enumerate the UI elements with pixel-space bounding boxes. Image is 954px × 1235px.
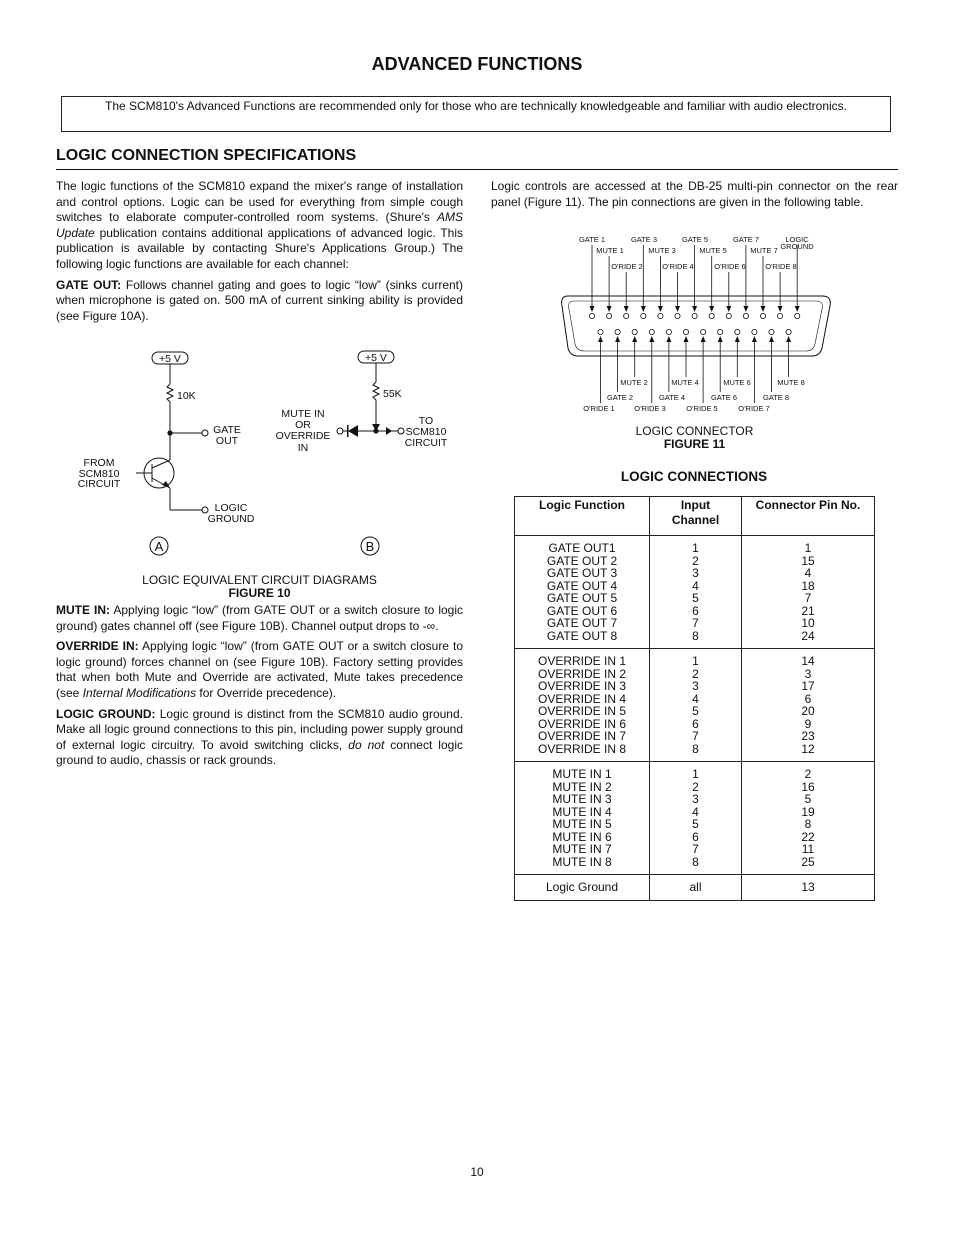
cell-value: 20 — [801, 704, 815, 718]
label-mute1: MUTE 1 — [596, 246, 624, 255]
mute-in-paragraph — [56, 603, 463, 634]
label-oride2: O'RIDE 2 — [611, 262, 643, 271]
label-oride7: O'RIDE 7 — [738, 404, 770, 413]
table-cell-functions — [515, 536, 650, 649]
cell-value: GATE OUT1 — [548, 541, 616, 555]
logic-ground-label-2: GROUND — [207, 513, 255, 525]
cell-value: 5 — [692, 704, 699, 718]
connector-pin-bottom — [786, 329, 791, 334]
pin-arrow — [658, 306, 663, 312]
pin-arrow — [701, 336, 706, 342]
table-cell-pins — [742, 762, 875, 875]
cell-value: 3 — [692, 792, 699, 806]
cell-value: 8 — [692, 741, 699, 756]
override-in-paragraph — [56, 639, 463, 701]
plus5v-label-b: +5 V — [365, 352, 387, 364]
connector-pin-bottom — [615, 329, 620, 334]
to-label-3: CIRCUIT — [404, 437, 448, 449]
mute-label-1: MUTE IN — [281, 408, 325, 420]
cell-value: 12 — [801, 741, 815, 756]
label-gate8: GATE 8 — [762, 393, 790, 402]
gate-out-text: Follows channel gating and goes to logic “low” (sinks current) when microphone is gated on. 500 mA of current sinking ability is provided (see Figure 10A). — [56, 277, 464, 323]
page-number: 10 — [470, 1165, 484, 1179]
pin-arrow — [718, 336, 723, 342]
label-mute8: MUTE 8 — [777, 378, 805, 387]
table-cell-channels — [650, 875, 742, 901]
label-oride6: O'RIDE 6 — [714, 262, 746, 271]
cell-value: 23 — [801, 729, 815, 743]
connector-pin-bottom — [718, 329, 723, 334]
logic-connections-table — [514, 496, 875, 901]
cell-value: OVERRIDE IN 3 — [537, 679, 627, 693]
cell-value: MUTE IN 2 — [552, 779, 612, 794]
table-title: LOGIC CONNECTIONS — [620, 469, 768, 484]
pin-arrow — [692, 306, 697, 312]
cell-value: 8 — [692, 854, 699, 869]
cell-value: 22 — [801, 829, 815, 844]
section-divider — [56, 169, 898, 170]
cell-value: 2 — [692, 779, 699, 794]
cell-value: OVERRIDE IN 1 — [537, 654, 627, 668]
logic-ground-text-a: Logic ground is distinct from the SCM810 audio ground. Make all logic ground connections to this pin, including power supply ground of external logic circuitry. To avoid switching clicks, — [56, 706, 463, 752]
cell-value: 6 — [692, 603, 699, 618]
logic-ground-emphasis: do not — [348, 737, 385, 752]
connector-pin-top — [589, 313, 594, 318]
figure10-number: FIGURE 10 — [228, 586, 291, 600]
cell-value: 13 — [801, 880, 815, 894]
connector-pin-bottom — [769, 329, 774, 334]
cell-value: GATE OUT 3 — [546, 566, 618, 580]
diode-bar — [347, 425, 349, 437]
label-gate1: GATE 1 — [578, 235, 606, 244]
figure11-caption-text: LOGIC CONNECTOR — [635, 424, 754, 438]
pin-arrow — [615, 336, 620, 342]
cell-value: OVERRIDE IN 8 — [537, 741, 627, 756]
label-mute2: MUTE 2 — [620, 378, 648, 387]
connector-pin-bottom — [735, 329, 740, 334]
cell-value: OVERRIDE IN 2 — [537, 666, 627, 681]
junction-a — [167, 430, 172, 435]
table-cell-channels — [650, 649, 742, 762]
label-ground: GROUND — [780, 242, 814, 251]
table-row — [515, 536, 875, 649]
override-in-term: OVERRIDE IN: — [56, 639, 139, 654]
gate-out-term: GATE OUT: — [56, 277, 122, 292]
cell-value: GATE OUT 5 — [546, 591, 618, 605]
table-cell-functions — [515, 875, 650, 901]
resistor-10k — [167, 384, 173, 402]
cell-value: 19 — [801, 804, 815, 819]
cell-value: OVERRIDE IN 5 — [537, 704, 627, 718]
diode-symbol — [348, 425, 358, 437]
label-gate2: GATE 2 — [606, 393, 634, 402]
to-circuit-terminal — [398, 428, 404, 434]
label-gate4: GATE 4 — [658, 393, 686, 402]
cell-value: 3 — [692, 679, 699, 693]
cell-value: 18 — [801, 578, 815, 593]
pin-arrow — [761, 306, 766, 312]
mute-in-text: Applying logic “low” (from GATE OUT or a switch closure to logic ground) gates channel off (see Figure 10B). Channel output drops to -∞. — [56, 603, 464, 633]
cell-value: 5 — [692, 591, 699, 605]
logic-ground-term: LOGIC GROUND: — [56, 706, 156, 721]
cell-value: 7 — [804, 591, 812, 605]
to-label-2: SCM810 — [405, 426, 447, 438]
override-in-emphasis: Internal Modifications — [82, 685, 197, 700]
connector-pin-top — [743, 313, 748, 318]
label-gate5: GATE 5 — [681, 235, 709, 244]
pin-arrow — [752, 336, 757, 342]
cell-value: OVERRIDE IN 4 — [537, 691, 627, 706]
connector-pin-bottom — [666, 329, 671, 334]
table-row — [515, 762, 875, 875]
intro-text-a: The logic functions of the SCM810 expand the mixer's range of installation and control options. Logic can be used for everything from simple cough switches to elaborate computer-controlled room systems. (Shure's — [56, 179, 463, 225]
figure11-caption — [491, 425, 898, 451]
header-logic-function: Logic Function — [515, 497, 650, 536]
cell-value: 14 — [801, 654, 815, 668]
table-cell-pins — [742, 875, 875, 901]
cell-value: MUTE IN 6 — [552, 829, 612, 844]
pin-arrow — [632, 336, 637, 342]
cell-value: 4 — [692, 804, 699, 819]
pin-arrow — [649, 336, 654, 342]
cell-value: GATE OUT 7 — [546, 616, 618, 630]
connector-pin-top — [778, 313, 783, 318]
cell-value: 2 — [692, 666, 699, 681]
header-input-channel — [650, 497, 742, 536]
table-cell-pins — [742, 536, 875, 649]
gate-out-terminal — [202, 430, 208, 436]
cell-value: 3 — [692, 566, 699, 580]
logic-ground-paragraph — [56, 707, 463, 769]
gate-label-2: OUT — [215, 435, 239, 447]
pin-arrow — [726, 306, 731, 312]
from-label-3: CIRCUIT — [77, 478, 121, 490]
cell-value: OVERRIDE IN 7 — [537, 729, 627, 743]
table-header-row — [515, 497, 875, 536]
diagram-a-label: A — [154, 539, 164, 554]
cell-value: OVERRIDE IN 6 — [537, 716, 627, 731]
cell-value: all — [689, 880, 702, 894]
figure11-number: FIGURE 11 — [663, 437, 726, 451]
pin-arrow — [590, 306, 595, 312]
connector-labels — [579, 235, 814, 413]
connector-pin-top — [607, 313, 612, 318]
cell-value: MUTE IN 4 — [552, 804, 612, 819]
cell-value: 16 — [801, 779, 815, 794]
pin-arrow — [666, 336, 671, 342]
cell-value: 1 — [692, 654, 699, 668]
cell-value: 9 — [804, 716, 812, 731]
table-cell-pins — [742, 649, 875, 762]
pin-arrow — [743, 306, 748, 312]
cell-value: GATE OUT 2 — [546, 553, 618, 568]
label-gate6: GATE 6 — [710, 393, 738, 402]
section-title: LOGIC CONNECTION SPECIFICATIONS — [56, 147, 357, 164]
intro-text-b: publication contains additional applications of advanced logic. This publication is available by contacting Shure's Applications Group.) The following logic functions are available for each channel: — [56, 225, 463, 271]
r10k-label: 10K — [177, 390, 196, 402]
cell-value: 5 — [692, 817, 699, 831]
pin-arrow — [778, 306, 783, 312]
pin-arrow — [684, 336, 689, 342]
cell-value: 2 — [804, 767, 812, 781]
label-oride4: O'RIDE 4 — [662, 262, 694, 271]
notice-box: The SCM810's Advanced Functions are recommended only for those who are technically knowledgeable and familiar with audio electronics. — [61, 96, 891, 132]
pin-arrow — [786, 336, 791, 342]
cell-value: 7 — [692, 842, 699, 856]
cell-value: 10 — [801, 616, 815, 630]
logic-circuit-diagram — [56, 340, 463, 572]
label-mute4: MUTE 4 — [671, 378, 699, 387]
cell-value: 4 — [692, 578, 699, 593]
connector-pin-top — [658, 313, 663, 318]
from-label-2: SCM810 — [78, 468, 120, 480]
pin-arrow — [624, 306, 629, 312]
pin-arrow — [607, 306, 612, 312]
right-column-intro — [491, 179, 898, 210]
cell-value: MUTE IN 8 — [552, 854, 612, 869]
override-in-text-b: for Override precedence). — [196, 685, 337, 700]
label-mute3: MUTE 3 — [648, 246, 676, 255]
cell-value: 17 — [801, 679, 815, 693]
r55k-label: 55K — [383, 388, 402, 400]
diagram-b-label: B — [365, 539, 375, 554]
table-row — [515, 649, 875, 762]
cell-value: 15 — [801, 553, 815, 568]
connector-pin-top — [624, 313, 629, 318]
logic-ground-label-1: LOGIC — [214, 502, 248, 514]
connector-pin-top — [795, 313, 800, 318]
cell-value: MUTE IN 1 — [552, 767, 612, 781]
label-oride3: O'RIDE 3 — [634, 404, 666, 413]
header-input-channel-text: Input Channel — [671, 498, 720, 527]
header-connector-pin: Connector Pin No. — [742, 497, 875, 536]
cell-value: 6 — [692, 829, 699, 844]
table-cell-functions — [515, 762, 650, 875]
from-label-1: FROM — [83, 457, 115, 469]
cell-value: MUTE IN 3 — [552, 792, 612, 806]
label-logic: LOGIC — [785, 235, 809, 244]
cell-value: 21 — [801, 603, 815, 618]
pin-arrow — [641, 306, 646, 312]
connector-pin-bottom — [649, 329, 654, 334]
bottom-pin-row — [598, 329, 791, 403]
cell-value: 4 — [804, 566, 812, 580]
connector-shell — [562, 296, 831, 356]
figure10-caption-text: LOGIC EQUIVALENT CIRCUIT DIAGRAMS — [142, 573, 377, 587]
plus5v-label-a: +5 V — [159, 353, 181, 365]
connector-pin-bottom — [752, 329, 757, 334]
cell-value: 5 — [804, 792, 812, 806]
mute-override-terminal — [337, 428, 343, 434]
table-cell-functions — [515, 649, 650, 762]
label-mute7: MUTE 7 — [750, 246, 778, 255]
cell-value: GATE OUT 4 — [546, 578, 618, 593]
cell-value: 8 — [692, 628, 699, 643]
cell-value: 2 — [692, 553, 699, 568]
pin-arrow — [709, 306, 714, 312]
cell-value: GATE OUT 6 — [546, 603, 618, 618]
mute-label-3: OVERRIDE — [275, 430, 331, 442]
connector-pin-top — [641, 313, 646, 318]
connector-pin-top — [675, 313, 680, 318]
left-column-functions — [56, 603, 463, 774]
db25-connector-diagram — [560, 230, 850, 420]
label-oride5: O'RIDE 5 — [686, 404, 718, 413]
pin-arrow — [769, 336, 774, 342]
gate-out-paragraph — [56, 278, 463, 325]
cell-value: 1 — [692, 767, 699, 781]
connector-pin-bottom — [701, 329, 706, 334]
cell-value: 24 — [801, 628, 815, 643]
cell-value: 3 — [804, 666, 812, 681]
page-title: ADVANCED FUNCTIONS — [371, 54, 583, 74]
mute-in-term: MUTE IN: — [56, 603, 110, 617]
junction-b — [373, 428, 378, 433]
connector-pin-top — [709, 313, 714, 318]
cell-value: 7 — [692, 729, 699, 743]
table-cell-channels — [650, 762, 742, 875]
cell-value: 4 — [692, 691, 699, 706]
cell-value: 6 — [804, 691, 812, 706]
label-gate7: GATE 7 — [732, 235, 760, 244]
cell-value: MUTE IN 5 — [552, 817, 612, 831]
cell-value: 25 — [801, 854, 815, 869]
connector-intro-paragraph: Logic controls are accessed at the DB-25 multi-pin connector on the rear panel (Figure 11). The pin connections are given in the following table. — [491, 179, 898, 209]
logic-ground-text-b: connect logic ground to audio, chassis or rack grounds. — [56, 737, 463, 768]
override-in-text-a: Applying logic “low” (from GATE OUT or a switch closure to logic ground) forces channel on (see Figure 10B). Factory setting provides that when both Mute and Override are activated, Mute takes precedence (see — [56, 639, 463, 700]
intro-paragraph — [56, 179, 463, 273]
connector-pin-bottom — [598, 329, 603, 334]
top-pin-row — [589, 245, 799, 319]
label-oride8: O'RIDE 8 — [765, 262, 797, 271]
connector-pin-top — [726, 313, 731, 318]
table-cell-channels — [650, 536, 742, 649]
cell-value: GATE OUT 8 — [546, 628, 618, 643]
pin-arrow — [675, 306, 680, 312]
pin-arrow — [795, 306, 800, 312]
intro-emphasis: AMS Update — [56, 210, 463, 240]
label-oride1: O'RIDE 1 — [583, 404, 615, 413]
table-row — [515, 875, 875, 901]
signal-arrow — [386, 427, 392, 435]
gate-label-1: GATE — [213, 424, 241, 436]
connector-pin-bottom — [683, 329, 688, 334]
cell-value: Logic Ground — [545, 880, 619, 894]
connector-pin-top — [692, 313, 697, 318]
figure10-caption — [56, 574, 463, 600]
cell-value: 1 — [692, 541, 699, 555]
connector-pin-bottom — [632, 329, 637, 334]
mute-label-2: OR — [295, 419, 311, 431]
label-mute5: MUTE 5 — [699, 246, 727, 255]
connector-pin-top — [760, 313, 765, 318]
cell-value: 1 — [804, 541, 812, 555]
cell-value: 11 — [801, 842, 815, 856]
pin-arrow — [735, 336, 740, 342]
left-column-intro — [56, 179, 463, 324]
resistor-55k — [373, 382, 379, 400]
cell-value: 8 — [804, 817, 812, 831]
label-gate3: GATE 3 — [630, 235, 658, 244]
label-mute6: MUTE 6 — [723, 378, 751, 387]
table-body — [515, 536, 875, 901]
cell-value: 7 — [692, 616, 699, 630]
to-label-1: TO — [418, 415, 434, 427]
cell-value: MUTE IN 7 — [552, 842, 612, 856]
cell-value: 6 — [692, 716, 699, 731]
pin-arrow — [598, 336, 603, 342]
mute-label-4: IN — [297, 442, 309, 454]
